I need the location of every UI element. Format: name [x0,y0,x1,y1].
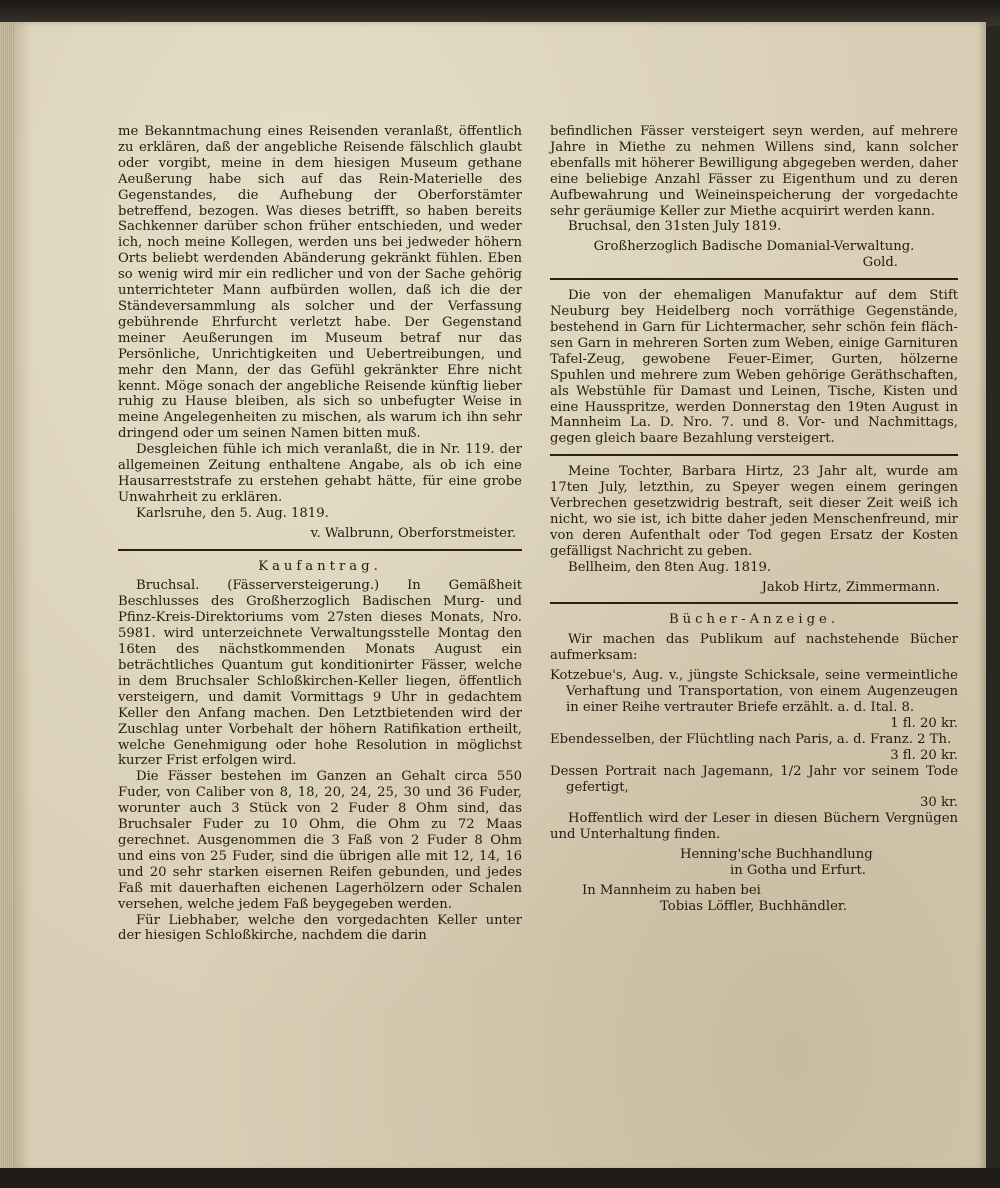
section-divider [550,602,958,604]
publisher-place: in Gotha und Erfurt. [730,863,866,879]
bellheim-date-line: Bellheim, den 8ten Aug. 1819. [568,559,772,575]
declaration-paragraph: me Bekanntmachung eines Reisenden veranlaßt, öffentlich zu erklären, daß der angebliche Reisende fälschlich glaubt oder vorgibt, meine in dem hiesigen Museum gethane Aeußerung habe sich auf das Rein-Materielle des Gegenstandes, die Aufhebung der Oberforstämter betreffend, bezogen. Was dieses betrifft, so haben bereits Sachkenner darüber schon früher entschieden, und weder ich, noch meine Kollegen, werden uns bei jedweder höhern Orts beliebt werdenden Abänderung gekränkt fühlen. Eben so wenig wird mir ein redlicher und von der Sache gehörig unterrichteter Mann aufbürden wollen, daß ich die der Ständeversammlung als solcher und der Verfassung gebührende Ehrfurcht verletzt habe. Der Gegenstand meiner Aeußerungen im Museum betraf nur das Persönliche, Unrichtigkeiten und Uebertreibungen, und mehr den Mann, der das Gefühl gekränkter Ehre nicht kennt. Möge sonach der angebliche Reisende künftig lieber ruhig zu Hause bleiben, als sich so unbefugter Weise in meine Angelegenheiten zu mischen, als warum ich ihn sehr dringend oder um seinen Namen bitten muß. [118,124,522,442]
manufaktur-notice: Die von der ehemaligen Manufaktur auf dem Stift Neuburg bey Heidelberg noch vorräthige Gegenstände, bestehend in Garn für Lichtermacher, sehr schön fein flächsen Garn in mehreren Sorten zum Weben, einige Garnituren Tafel-Zeug, gewobene Feuer-Eimer, Gurten, hölzerne Spuhlen und mehrere zum Weben gehörige Geräthschaften, als Webstühle für Damast und Leinen, Tische, Kisten und eine Hausspritze, werden Donnerstag den 19ten August in Mannheim La. D. Nro. 7. und 8. Vor- und Nachmittags, gegen gleich baare Bezahlung versteigert. [550,288,958,447]
book-entry-portrait-price: 30 kr. [919,795,958,811]
walbrunn-signature: v. Walbrunn, Oberforstmeister. [310,525,516,541]
book-entry-kotzebue: Kotzebue's, Aug. v., jüngste Schicksale, seine vermeintliche Verhaftung und Transportation, von einem Augenzeugen in einer Reihe vertrauter Briefe erzählt. a. d. Ital. 8. [550,668,958,715]
publisher-name: Henning'sche Buchhandlung [680,847,873,863]
book-notice-intro: Wir machen das Publikum auf nachstehende Bücher aufmerksam: [550,632,958,664]
section-divider [118,549,522,551]
kaufantrag-continuation: befindlichen Fässer versteigert seyn werden, auf mehrere Jahre in Miethe zu nehmen Willens sind, kann solcher ebenfalls mit höherer Bewilligung abgegeben werden, daher eine beliebige Anzahl Fässer zu Eigenthum und zu deren Aufbewahrung und Weineinspeicherung der vorgedachte sehr geräumige Keller zur Miethe acquirirt werden kann. [550,124,958,219]
book-entry-fluechtling: Ebendesselben, der Flüchtling nach Paris, a. d. Franz. 2 Th. [550,731,952,747]
page-stack-edge [0,22,14,1170]
mannheim-availability: In Mannheim zu haben bei [582,882,761,898]
left-column [118,124,522,944]
section-divider [550,454,958,456]
gold-signature: Gold. [862,255,898,271]
right-column [550,124,958,915]
seller-name: Tobias Löffler, Buchhändler. [660,898,847,914]
book-notice-closing: Hoffentlich wird der Leser in diesen Büchern Vergnügen und Unterhaltung finden. [550,811,958,843]
kaufantrag-paragraph-3: Für Liebhaber, welche den vorgedachten Keller unter der hiesigen Schloßkirche, nachdem die darin [118,912,522,944]
book-bottom-edge [0,1168,1000,1188]
book-entry-kotzebue-price: 1 fl. 20 kr. [890,715,958,731]
buecher-anzeige-heading: Bücher-Anzeige. [668,612,840,628]
kaufantrag-paragraph-1: Bruchsal. (Fässerversteigerung.) In Gemäßheit Beschlusses des Großherzoglich Badischen Murg- und Pfinz-Kreis-Direktoriums vom 27sten dieses Monats, Nro. 5981. wird unterzeichnete Verwaltungsstelle Montag den 16ten des nächstkommenden Monats August ein beträchtliches Quantum gut konditionirter Fässer, welche in dem Bruchsaler Schloßkirchen-Keller liegen, öffentlich versteigern, und damit Vormittags 9 Uhr in gedachtem Keller den Anfang machen. Den Letztbietenden wird der Zuschlag unter Vorbehalt der höhern Ratifikation ertheilt, welche Genehmigung oder hohe Resolution in möglichst kurzer Frist erfolgen wird. [118,578,522,769]
bruchsal-date-line: Bruchsal, den 31sten July 1819. [568,219,782,235]
kaufantrag-paragraph-2: Die Fässer bestehen im Ganzen an Gehalt circa 550 Fuder, von Caliber von 8, 18, 20, 24, 25, 30 und 36 Fuder, worunter auch 3 Stück von 2 Fuder 8 Ohm sind, das Bruchsaler Fuder zu 10 Ohm, die Ohm zu 72 Maas gerechnet. Ausgenommen die 3 Faß von 2 Fuder 8 Ohm und eins von 25 Fuder, sind die übrigen alle mit 12, 14, 16 und 20 sehr starken eisernen Reifen gebunden, und jedes Faß mit dauerhaften eichenen Lagerhölzern oder Schalen versehen, welche jedem Faß beygegeben werden. [118,769,522,912]
domanial-authority: Großherzoglich Badische Domanial-Verwaltung. [593,239,915,255]
section-divider [550,278,958,280]
kaufantrag-heading: Kaufantrag. [258,558,382,574]
missing-daughter-notice: Meine Tochter, Barbara Hirtz, 23 Jahr alt, wurde am 17ten July, letzthin, zu Speyer wegen einem geringen Verbrechen gesetzwidrig bestraft, seit dieser Zeit weiß ich nicht, wo sie ist, ich bitte daher jeden Menschenfreund, mir von deren Aufenthalt oder Tod gegen Ersatz der Kosten gefälligst Nachricht zu geben. [550,464,958,559]
karlsruhe-date-line: Karlsruhe, den 5. Aug. 1819. [136,505,329,521]
hirtz-signature: Jakob Hirtz, Zimmermann. [761,579,940,595]
book-entry-fluechtling-price: 3 fl. 20 kr. [890,747,958,763]
second-declaration-paragraph: Desgleichen fühle ich mich veranlaßt, die in Nr. 119. der allgemeinen Zeitung enthaltene Angabe, als ob ich eine Hausarreststrafe zu erstehen gehabt hätte, für eine grobe Unwahrheit zu erklären. [118,442,522,505]
book-entry-portrait: Dessen Portrait nach Jagemann, 1/2 Jahr vor seinem Tode gefertigt, [550,763,958,795]
